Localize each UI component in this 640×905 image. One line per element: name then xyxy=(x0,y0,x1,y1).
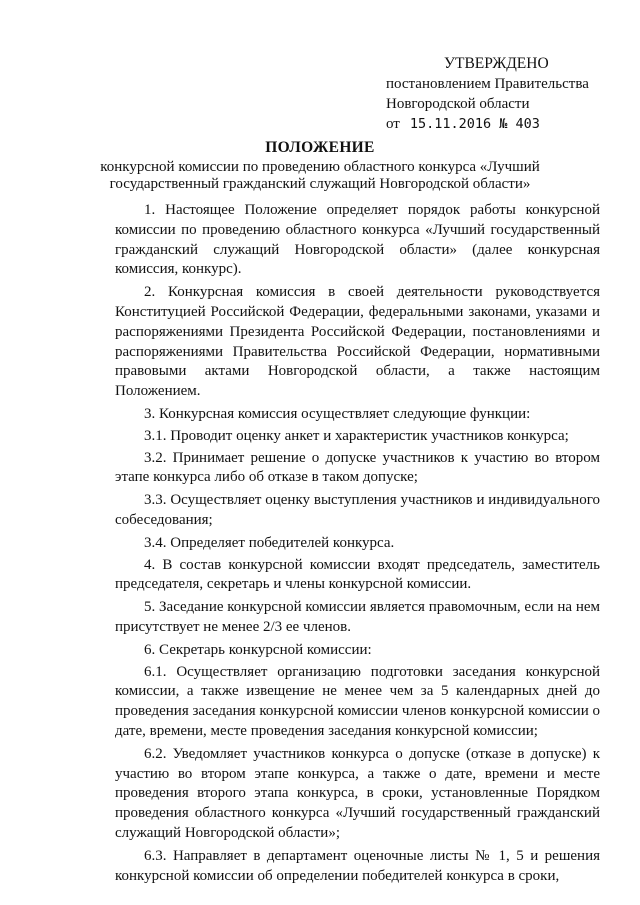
paragraph-4: 4. В состав конкурсной комиссии входят председатель, заместитель председателя, секретарь и члены конкурсной комиссии. xyxy=(115,556,600,593)
paragraph-3: 3. Конкурсная комиссия осуществляет следующие функции: xyxy=(144,405,531,422)
document-body xyxy=(115,201,600,889)
paragraph-2: 2. Конкурсная комиссия в своей деятельности руководствуется Конституцией Российской Федерации, федеральными законами, указами и распоряжениями Президента Российской Федерации, постановлениями и распоряжениями Правительства Российской Федерации, нормативными правовыми актами Новгородской области, а также настоящим Положением. xyxy=(115,284,600,400)
paragraph-6-2: 6.2. Уведомляет участников конкурса о допуске (отказе в допуске) к участию во втором этапе конкурса, а также о дате, времени и месте проведения второго этапа конкурса, в сроки, установленные Порядком проведения областного конкурса «Лучший государственный гражданский служащий Новгородской области»; xyxy=(115,745,600,841)
paragraph-6-3: 6.3. Направляет в департамент оценочные листы № 1, 5 и решения конкурсной комиссии об определении победителей конкурса в сроки, xyxy=(115,847,600,884)
document-subtitle-line-1: конкурсной комиссии по проведению областного конкурса «Лучший xyxy=(100,159,540,175)
paragraph-3-3: 3.3. Осуществляет оценку выступления участников и индивидуального собеседования; xyxy=(115,492,600,528)
approval-prefix: от xyxy=(386,116,400,132)
approval-number-line xyxy=(386,114,589,134)
approval-block xyxy=(386,54,589,134)
approval-number: 15.11.2016 № 403 xyxy=(409,116,540,132)
paragraph-6: 6. Секретарь конкурсной комиссии: xyxy=(144,641,372,658)
approval-line-1: постановлением Правительства xyxy=(386,76,589,92)
paragraph-5: 5. Заседание конкурсной комиссии является правомочным, если на нем присутствует не менее 2/3 ее членов. xyxy=(115,599,600,635)
document-heading xyxy=(0,138,640,193)
paragraph-3-4: 3.4. Определяет победителей конкурса. xyxy=(144,534,395,551)
paragraph-1: 1. Настоящее Положение определяет порядок работы конкурсной комиссии по проведению областного конкурса «Лучший государственный гражданский служащий Новгородской области» (далее конкурсная комиссия, конкурс). xyxy=(115,202,600,278)
approval-line-2: Новгородской области xyxy=(386,96,530,112)
document-title: ПОЛОЖЕНИЕ xyxy=(265,139,375,156)
document-subtitle-line-2: государственный гражданский служащий Новгородской области» xyxy=(109,176,531,192)
paragraph-3-2: 3.2. Принимает решение о допуске участников к участию во втором этапе конкурса либо об отказе в таком допуске; xyxy=(115,449,600,486)
paragraph-6-1: 6.1. Осуществляет организацию подготовки заседания конкурсной комиссии, а также извещение не менее чем за 5 календарных дней до проведения заседания конкурсной комиссии членов конкурсной комиссии о дате, времени, месте проведения заседания конкурсной комиссии; xyxy=(115,663,600,739)
paragraph-3-1: 3.1. Проводит оценку анкет и характеристик участников конкурса; xyxy=(144,427,569,444)
approval-title: УТВЕРЖДЕНО xyxy=(444,55,549,72)
